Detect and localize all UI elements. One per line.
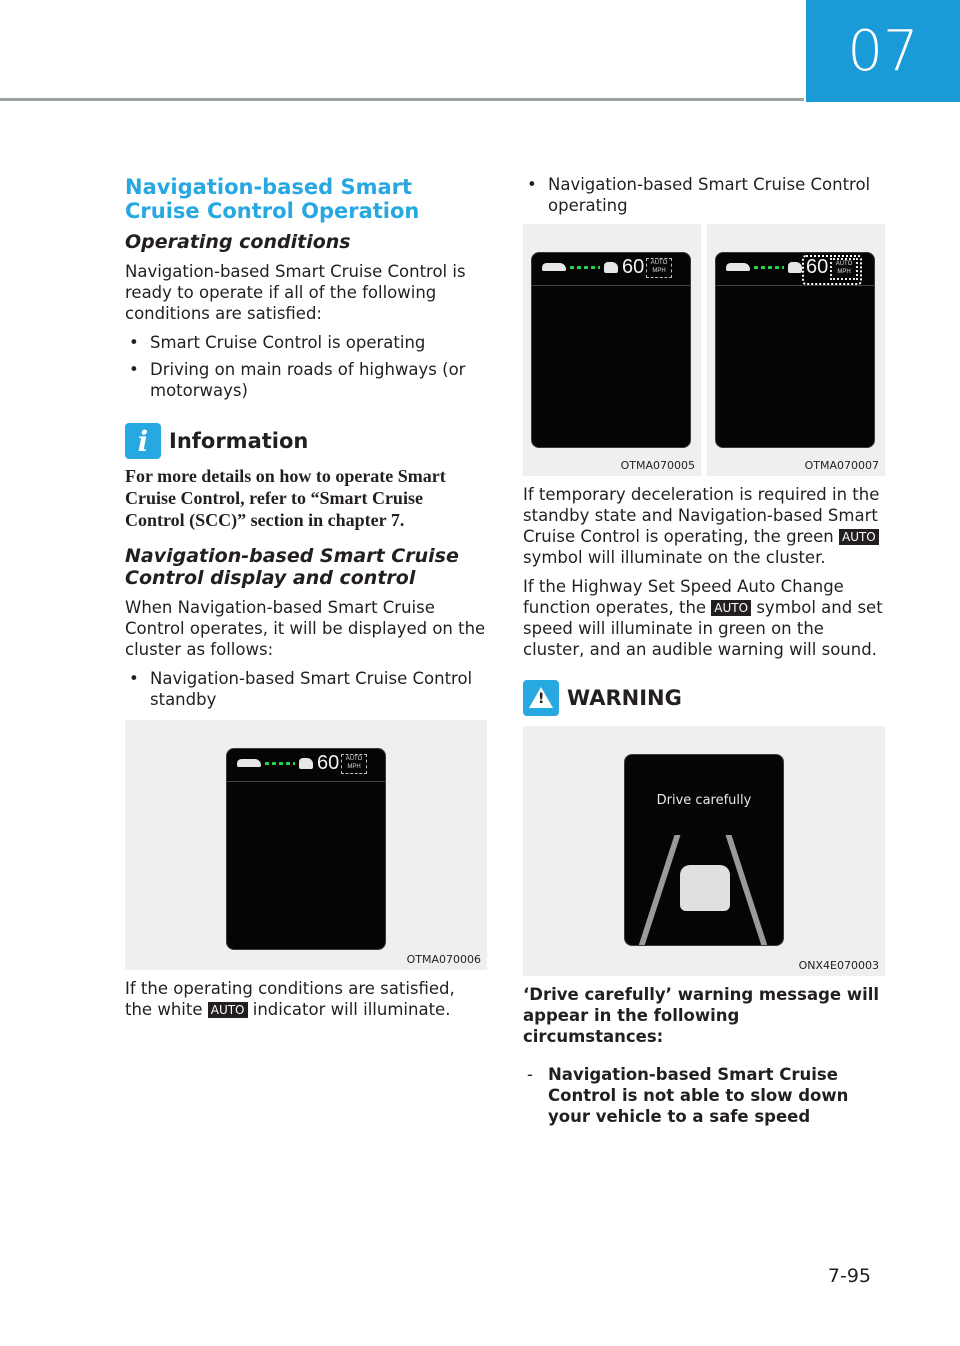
cluster-screen bbox=[226, 748, 386, 950]
display-paragraph: When Navigation-based Smart Cruise Control operates, it will be displayed on the cluster as follows: bbox=[125, 598, 486, 659]
car-icon bbox=[237, 759, 261, 767]
warning-label: WARNING bbox=[567, 686, 682, 710]
subheading-operating-conditions: Operating conditions bbox=[125, 231, 351, 253]
warning-figure bbox=[523, 726, 885, 976]
list-item: • Navigation-based Smart Cruise Control operating bbox=[523, 174, 885, 216]
operating-figure-2 bbox=[707, 224, 885, 476]
lead-car-icon bbox=[788, 262, 802, 273]
lane-line-left bbox=[636, 835, 681, 946]
auto-indicator: AUTO MPH bbox=[341, 754, 367, 774]
after-figure-paragraph: If the operating conditions are satisfied, the white AUTO indicator will illuminate. bbox=[125, 979, 455, 1019]
set-speed: 60 bbox=[317, 752, 340, 774]
section-heading: Navigation-based Smart Cruise Control Operation bbox=[125, 175, 420, 223]
warning-title bbox=[523, 680, 885, 716]
auto-badge: AUTO bbox=[711, 600, 751, 616]
warning-icon bbox=[523, 680, 559, 716]
figure-code: ONX4E070003 bbox=[798, 959, 879, 972]
vehicle-icon bbox=[680, 865, 730, 911]
intro-paragraph: Navigation-based Smart Cruise Control is ready to operate if all of the following conditions are satisfied: bbox=[125, 262, 466, 323]
list-item: - Navigation-based Smart Cruise Control is not able to slow down your vehicle to a safe speed bbox=[523, 1064, 885, 1127]
distance-dots bbox=[570, 266, 600, 269]
left-column bbox=[125, 175, 487, 1028]
car-icon bbox=[542, 263, 566, 271]
auto-change-paragraph: If the Highway Set Speed Auto Change function operates, the AUTO symbol and set speed will illuminate in green on the cluster, and an audible warning will sound. bbox=[523, 577, 883, 659]
subheading-display: Navigation-based Smart Cruise Control display and control bbox=[125, 545, 459, 589]
information-label: Information bbox=[169, 429, 309, 453]
deceleration-paragraph: If temporary deceleration is required in the standby state and Navigation-based Smart Cruise Control is operating, the green AUTO symbol will illuminate on the cluster. bbox=[523, 485, 880, 567]
lead-car-icon bbox=[299, 758, 313, 769]
distance-dots bbox=[265, 762, 295, 765]
warning-intro: ‘Drive carefully’ warning message will appear in the following circumstances: bbox=[523, 985, 880, 1046]
figure-code: OTMA070005 bbox=[620, 459, 695, 472]
cluster-screen bbox=[715, 252, 875, 448]
chapter-tab: 07 bbox=[806, 0, 960, 102]
page-number: 7-95 bbox=[827, 1265, 871, 1287]
list-item: • Driving on main roads of highways (or motorways) bbox=[125, 359, 487, 401]
right-column bbox=[523, 174, 885, 1143]
lead-car-icon bbox=[604, 262, 618, 273]
information-text: For more details on how to operate Smart Cruise Control, refer to “Smart Cruise Control (SCC)” section in chapter 7. bbox=[125, 466, 446, 530]
operating-figures bbox=[523, 224, 885, 476]
list-item: • Navigation-based Smart Cruise Control standby bbox=[125, 668, 487, 710]
header-rule bbox=[0, 98, 804, 101]
drive-carefully-screen bbox=[624, 754, 784, 946]
auto-indicator: AUTO MPH bbox=[646, 258, 672, 278]
figure-code: OTMA070006 bbox=[406, 953, 481, 966]
auto-badge-green: AUTO bbox=[839, 529, 879, 545]
auto-indicator: AUTO MPH bbox=[830, 258, 858, 280]
distance-dots bbox=[754, 266, 784, 269]
set-speed: 60 bbox=[622, 256, 645, 278]
cluster-screen bbox=[531, 252, 691, 448]
list-item: • Smart Cruise Control is operating bbox=[125, 332, 487, 353]
figure-code: OTMA070007 bbox=[804, 459, 879, 472]
info-icon: i bbox=[125, 423, 161, 459]
lane-line-right bbox=[726, 835, 771, 946]
standby-figure bbox=[125, 720, 487, 970]
car-icon bbox=[726, 263, 750, 271]
set-speed: 60 bbox=[806, 256, 829, 278]
operating-figure-1 bbox=[523, 224, 701, 476]
auto-badge: AUTO bbox=[208, 1002, 248, 1018]
information-title bbox=[125, 423, 487, 459]
drive-carefully-message: Drive carefully bbox=[656, 793, 752, 808]
